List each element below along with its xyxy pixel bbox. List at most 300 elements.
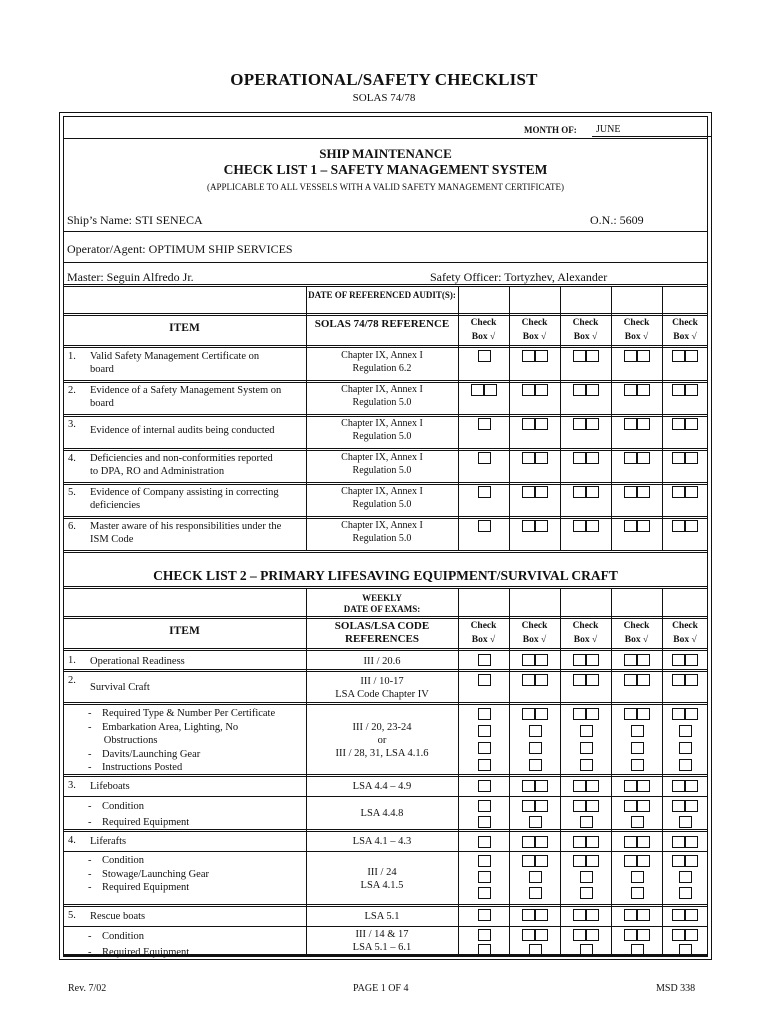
check-box-header [611,316,662,344]
check-box[interactable] [522,452,535,464]
check-box[interactable] [573,674,586,686]
check-box[interactable] [529,742,542,754]
date-referenced-label: DATE OF REFERENCED AUDIT(S): [308,290,456,300]
item-text-line: Obstructions [88,735,158,746]
item-text [90,424,304,437]
check-box[interactable] [478,929,491,941]
check-box[interactable] [573,929,586,941]
check-box[interactable] [586,418,599,430]
check-box[interactable] [522,855,535,867]
check-header-line: Box √ [673,635,697,645]
check-box[interactable] [672,384,685,396]
check-box[interactable] [522,929,535,941]
check-box[interactable] [535,452,548,464]
check-box[interactable] [478,836,491,848]
check-box[interactable] [631,725,644,737]
check-box[interactable] [586,384,599,396]
check-box[interactable] [637,384,650,396]
form-number: MSD 338 [656,983,696,994]
row-divider [63,380,708,383]
check-box[interactable] [672,452,685,464]
check-box[interactable] [624,674,637,686]
check-box[interactable] [679,816,692,828]
item-text [90,780,306,793]
check-box[interactable] [637,836,650,848]
column-divider [306,588,307,956]
check-box[interactable] [478,452,491,464]
row-number: 2. [68,675,76,686]
check-box[interactable] [685,486,698,498]
check-box[interactable] [478,759,491,771]
check-box[interactable] [624,780,637,792]
item-text-line: - Required Equipment [88,816,190,828]
check-box[interactable] [522,780,535,792]
check-box[interactable] [586,520,599,532]
date-of-exams-label-line: WEEKLY [362,593,402,603]
section-heading: SHIP MAINTENANCE [319,146,452,161]
row-divider [63,702,708,705]
check-box[interactable] [672,836,685,848]
page-subtitle: SOLAS 74/78 [352,92,416,104]
row-number: 1. [68,655,76,666]
check-box[interactable] [478,887,491,899]
check-box[interactable] [535,708,548,720]
column-divider [458,588,459,956]
check-box[interactable] [573,418,586,430]
check-box[interactable] [529,725,542,737]
divider [63,138,708,139]
check-box[interactable] [522,520,535,532]
check-box[interactable] [535,384,548,396]
check-box[interactable] [624,708,637,720]
revision-label: Rev. 7/02 [68,983,107,994]
references-label-line: SOLAS/LSA CODE [334,620,430,632]
check-box[interactable] [624,909,637,921]
reference-text-line: LSA 4.1.5 [360,879,404,891]
reference-text-line: Chapter IX, Annex I [341,486,423,497]
check-box[interactable] [478,816,491,828]
item-text-line: Evidence of a Safety Management System on [90,385,282,396]
item-text-line: - Required Equipment [88,946,190,958]
check-box[interactable] [637,486,650,498]
references-label-line: REFERENCES [345,633,419,645]
reference-text-line: LSA 4.1 – 4.3 [352,835,412,847]
reference-text-line: III / 14 & 17 [355,929,409,940]
check-box[interactable] [484,384,497,396]
row-number: 5. [68,487,76,498]
check-box-header [662,316,708,344]
item-text-line: - Embarkation Area, Lighting, No [88,721,239,733]
row-divider [63,482,708,485]
check-box-header [611,619,662,647]
check-box[interactable] [478,674,491,686]
reference-text-line: Regulation 5.0 [352,498,412,510]
item-text-line: Evidence of Company assisting in correcting [90,487,279,498]
check-box[interactable] [685,909,698,921]
check-box[interactable] [624,486,637,498]
check-box[interactable] [535,800,548,812]
check-box[interactable] [573,780,586,792]
check-box[interactable] [637,855,650,867]
check-box-header [509,316,560,344]
item-text-line: - Davits/Launching Gear [88,748,201,760]
check-box[interactable] [679,887,692,899]
check-box[interactable] [573,654,586,666]
check-box[interactable] [522,418,535,430]
reference-text-line: Chapter IX, Annex I [341,452,423,463]
item-text-line: - Instructions Posted [88,762,183,773]
page-title: OPERATIONAL/SAFETY CHECKLIST [230,70,538,89]
check-box[interactable] [637,654,650,666]
check-box[interactable] [672,654,685,666]
check-box[interactable] [586,909,599,921]
reference-text-line: III / 20.6 [363,655,401,667]
check-box-header [458,619,509,647]
column-divider [662,588,663,956]
check-box[interactable] [522,836,535,848]
item-text-line: Liferafts [90,835,127,847]
check-box[interactable] [535,350,548,362]
check-box[interactable] [573,836,586,848]
reference-text [306,486,458,511]
reference-text-line: Chapter IX, Annex I [341,384,423,395]
check-box[interactable] [685,384,698,396]
check-box[interactable] [586,674,599,686]
item-header: ITEM [169,625,200,637]
item-text [88,854,304,895]
item-text-line: - Condition [88,855,145,866]
check-box[interactable] [573,708,586,720]
check-box[interactable] [478,654,491,666]
check-box[interactable] [586,929,599,941]
check-box[interactable] [586,800,599,812]
check-box[interactable] [535,836,548,848]
check-box[interactable] [535,674,548,686]
check-box[interactable] [573,520,586,532]
check-box[interactable] [586,350,599,362]
item-text [90,350,304,376]
check-box[interactable] [679,871,692,883]
check-box[interactable] [522,800,535,812]
check-box[interactable] [637,350,650,362]
check-header-line: Check [572,318,599,328]
operator-agent[interactable]: Operator/Agent: OPTIMUM SHIP SERVICES [67,242,293,256]
item-text [90,835,306,848]
check-header-line: Check [623,621,650,631]
item-text-line: deficiencies [90,500,141,511]
check-box[interactable] [637,708,650,720]
check-box[interactable] [679,742,692,754]
row-divider [63,829,708,832]
check-box[interactable] [685,520,698,532]
check-box[interactable] [624,520,637,532]
check-box[interactable] [535,780,548,792]
column-divider [560,286,561,550]
check-box[interactable] [535,929,548,941]
safety-officer[interactable]: Safety Officer: Tortyzhev, Alexander [430,270,608,284]
check-box[interactable] [672,520,685,532]
month-field[interactable]: JUNE [592,124,712,137]
check-box[interactable] [573,855,586,867]
check-box[interactable] [535,909,548,921]
check-box[interactable] [672,909,685,921]
row-divider [63,448,708,451]
check-box[interactable] [586,836,599,848]
check-box[interactable] [586,780,599,792]
check-box[interactable] [580,887,593,899]
check-box[interactable] [522,350,535,362]
row-number: 3. [68,419,76,430]
item-text [90,452,304,478]
check-box[interactable] [580,759,593,771]
checklist2-title: CHECK LIST 2 – PRIMARY LIFESAVING EQUIPMENT/SURVIVAL CRAFT [153,568,618,583]
item-text-line: Lifeboats [90,780,130,792]
check-box[interactable] [478,520,491,532]
check-header-line: Box √ [624,635,649,645]
check-box-header [509,619,560,647]
check-box[interactable] [637,909,650,921]
check-box[interactable] [672,708,685,720]
check-box[interactable] [478,418,491,430]
item-text [90,910,306,923]
reference-text-line: Regulation 5.0 [352,396,412,408]
reference-text-line: III / 24 [367,866,397,878]
check-header-line: Check [623,318,650,328]
check-box[interactable] [580,816,593,828]
check-box[interactable] [573,800,586,812]
reference-text-line: LSA 5.1 – 6.1 [352,942,412,953]
check-box[interactable] [624,384,637,396]
master-name[interactable]: Master: Seguin Alfredo Jr. [67,270,194,284]
check-header-line: Check [470,621,497,631]
check-box[interactable] [672,929,685,941]
official-number[interactable]: O.N.: 5609 [590,213,644,227]
check-box[interactable] [624,452,637,464]
check-box[interactable] [631,742,644,754]
reference-text [306,520,458,545]
column-divider [560,588,561,956]
check-header-line: Box √ [471,332,496,342]
check-box[interactable] [685,350,698,362]
check-header-line: Check [470,318,497,328]
check-box[interactable] [631,887,644,899]
check-box[interactable] [679,759,692,771]
check-box[interactable] [529,871,542,883]
check-box[interactable] [535,855,548,867]
check-box[interactable] [573,452,586,464]
check-box[interactable] [522,384,535,396]
check-box[interactable] [478,855,491,867]
reference-text-line: LSA 4.4 – 4.9 [352,780,412,792]
check-box[interactable] [478,350,491,362]
check-box[interactable] [685,836,698,848]
check-box[interactable] [522,708,535,720]
check-box[interactable] [624,350,637,362]
reference-text [306,452,458,477]
check-box[interactable] [624,836,637,848]
reference-text-line: III / 10-17 [360,675,404,687]
check-box[interactable] [631,759,644,771]
check-box[interactable] [631,816,644,828]
divider [63,262,708,263]
checklist1-note: (APPLICABLE TO ALL VESSELS WITH A VALID SAFETY MANAGEMENT CERTIFICATE) [207,182,564,192]
item-text-line: Rescue boats [90,910,146,922]
check-box[interactable] [679,725,692,737]
check-box[interactable] [685,780,698,792]
check-box[interactable] [624,654,637,666]
column-divider [509,286,510,550]
reference-text-line: Regulation 5.0 [352,464,412,476]
item-text [88,799,304,830]
check-box[interactable] [478,725,491,737]
check-box[interactable] [685,855,698,867]
check-box[interactable] [685,654,698,666]
reference-text [306,675,458,701]
check-box[interactable] [478,742,491,754]
row-divider [63,516,708,519]
check-box[interactable] [522,654,535,666]
check-box[interactable] [624,855,637,867]
check-box[interactable] [580,742,593,754]
check-box[interactable] [685,452,698,464]
check-box[interactable] [672,855,685,867]
check-header-line: Check [672,318,698,328]
check-box[interactable] [586,855,599,867]
reference-text-line: Regulation 5.0 [352,430,412,442]
row-divider [63,796,708,797]
check-box[interactable] [637,418,650,430]
reference-text-line: Chapter IX, Annex I [341,520,423,531]
check-header-line: Box √ [573,635,598,645]
check-box[interactable] [573,486,586,498]
check-box[interactable] [624,418,637,430]
check-box[interactable] [522,486,535,498]
page-number: PAGE 1 OF 4 [353,983,409,994]
check-box[interactable] [529,816,542,828]
item-text [88,707,304,775]
check-box[interactable] [624,929,637,941]
check-box[interactable] [522,674,535,686]
row-number: 2. [68,385,76,396]
check-box[interactable] [672,674,685,686]
check-box[interactable] [672,800,685,812]
check-box[interactable] [535,654,548,666]
row-number: 4. [68,835,76,846]
check-box[interactable] [535,520,548,532]
item-text [90,486,304,512]
reference-text [306,866,458,892]
reference-text-line: Chapter IX, Annex I [341,350,423,361]
check-box[interactable] [672,350,685,362]
item-text-line: - Required Type & Number Per Certificate [88,708,276,719]
reference-text-line: Regulation 5.0 [352,532,412,544]
check-box[interactable] [478,871,491,883]
check-box[interactable] [637,800,650,812]
check-box[interactable] [672,418,685,430]
check-box-header [560,619,611,647]
check-box[interactable] [535,418,548,430]
item-text-line: - Stowage/Launching Gear [88,868,210,880]
check-header-line: Box √ [573,332,598,342]
check-header-line: Check [572,621,599,631]
check-box[interactable] [685,929,698,941]
reference-text [306,350,458,375]
item-text-line: - Condition [88,801,145,812]
check-box[interactable] [672,780,685,792]
check-box[interactable] [478,486,491,498]
check-box[interactable] [573,909,586,921]
check-box[interactable] [586,452,599,464]
column-divider [611,588,612,956]
check-box[interactable] [685,708,698,720]
check-box[interactable] [529,887,542,899]
check-box[interactable] [586,654,599,666]
check-box[interactable] [637,674,650,686]
check-box-header [560,316,611,344]
check-header-line: Check [521,621,548,631]
check-box[interactable] [580,871,593,883]
check-box[interactable] [478,708,491,720]
check-header-line: Check [521,318,548,328]
check-box[interactable] [529,759,542,771]
item-text-line: Evidence of internal audits being conducted [90,425,275,436]
row-divider [63,904,708,907]
check-box[interactable] [478,800,491,812]
item-text [90,655,306,668]
check-box[interactable] [685,418,698,430]
column-divider [458,286,459,550]
check-box[interactable] [672,486,685,498]
check-header-line: Box √ [522,332,547,342]
item-text-line: Valid Safety Management Certificate on [90,351,260,362]
ship-name[interactable]: Ship’s Name: STI SENECA [67,213,203,227]
row-number: 4. [68,453,76,464]
check-box[interactable] [535,486,548,498]
reference-text [306,384,458,409]
check-box[interactable] [685,800,698,812]
check-header-line: Box √ [522,635,547,645]
check-box[interactable] [637,929,650,941]
row-number: 6. [68,521,76,532]
reference-text-line: III / 28, 31, LSA 4.1.6 [335,747,429,759]
check-box[interactable] [471,384,484,396]
date-of-exams-label-line: DATE OF EXAMS: [343,604,421,614]
check-box[interactable] [478,780,491,792]
check-box[interactable] [586,708,599,720]
check-box[interactable] [478,909,491,921]
item-text [90,520,304,546]
check-box[interactable] [573,350,586,362]
check-box[interactable] [631,871,644,883]
reference-text-line: LSA 4.4.8 [360,808,404,819]
check-box[interactable] [522,909,535,921]
check-box[interactable] [637,452,650,464]
check-box[interactable] [573,384,586,396]
check-box[interactable] [624,800,637,812]
month-label: MONTH OF: [524,125,577,135]
check-box[interactable] [637,780,650,792]
check-header-line: Box √ [471,635,496,645]
check-box[interactable] [586,486,599,498]
row-divider [63,774,708,777]
check-box[interactable] [637,520,650,532]
reference-text [306,721,458,760]
reference-text-line: Regulation 6.2 [352,362,412,374]
check-header-line: Check [672,621,698,631]
check-box[interactable] [685,674,698,686]
check-box[interactable] [580,725,593,737]
reference-text-line: LSA 5.1 [364,910,400,922]
